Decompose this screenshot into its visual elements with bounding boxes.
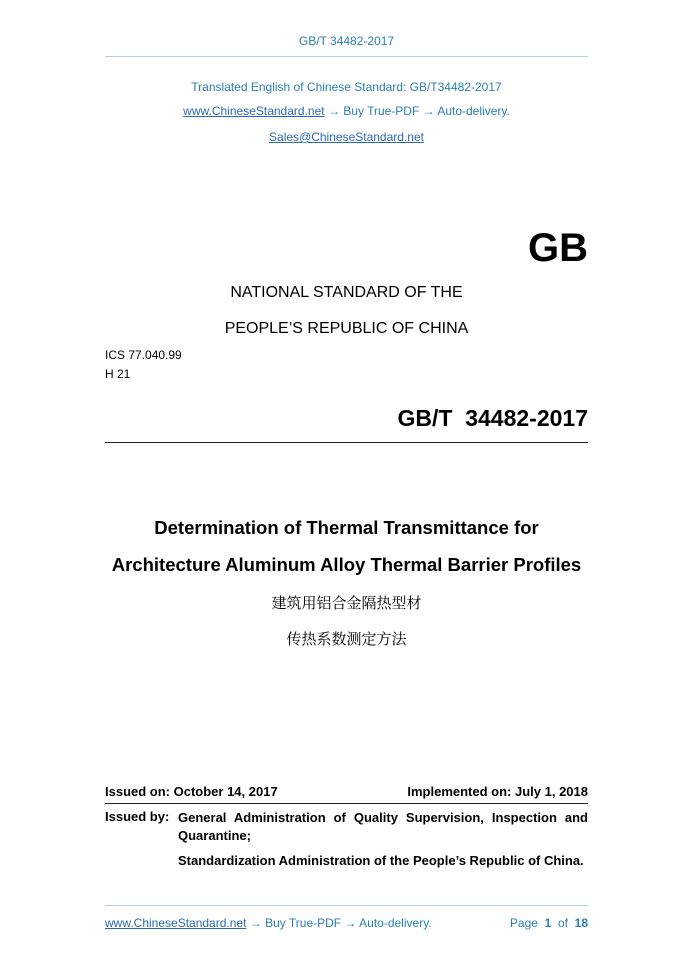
promo-links-line <box>0 104 693 118</box>
arrow-right-icon: → <box>344 916 357 930</box>
national-standard-line1: NATIONAL STANDARD OF THE <box>230 284 463 301</box>
footer-buy-pdf-text: Buy True-PDF <box>265 916 342 930</box>
issuer-aqsiq: General Administration of Quality Supervision, Inspection and Quarantine; <box>178 810 588 843</box>
h-code: H 21 <box>105 367 131 381</box>
issue-divider <box>105 803 588 804</box>
sales-email-link[interactable]: Sales@ChineseStandard.net <box>269 130 424 144</box>
page-label: Page <box>509 916 538 930</box>
footer-auto-delivery-text: Auto-delivery. <box>359 916 432 930</box>
title-cn-line1: 建筑用铝合金隔热型材 <box>271 594 422 612</box>
ics-code: ICS 77.040.99 <box>105 348 182 362</box>
page-of: of <box>557 916 568 930</box>
auto-delivery-text: Auto-delivery. <box>437 104 510 118</box>
arrow-right-icon: → <box>249 916 262 930</box>
title-en-line1: Determination of Thermal Transmittance for <box>154 517 539 538</box>
title-en-line2: Architecture Aluminum Alloy Thermal Barrier Profiles <box>111 554 582 575</box>
page-current: 1 <box>544 916 552 930</box>
standard-number: GB/T 34482-2017 <box>397 405 588 431</box>
issued-on: Issued on: October 14, 2017 <box>105 784 278 799</box>
issuer-sac: Standardization Administration of the People’s Republic of China. <box>178 853 584 868</box>
arrow-right-icon: → <box>422 104 435 118</box>
sales-line <box>0 130 693 144</box>
translated-notice: Translated English of Chinese Standard: GB/T34482-2017 <box>191 80 502 94</box>
header-divider <box>105 56 588 57</box>
issued-by-label: Issued by: <box>105 809 170 824</box>
site-link[interactable]: www.ChineseStandard.net <box>183 104 325 118</box>
footer-links <box>105 916 432 930</box>
footer-site-link[interactable]: www.ChineseStandard.net <box>105 916 247 930</box>
implemented-on: Implemented on: July 1, 2018 <box>407 784 588 799</box>
buy-pdf-text: Buy True-PDF <box>343 104 420 118</box>
issue-dates-row <box>105 784 588 799</box>
standard-divider <box>105 442 588 443</box>
arrow-right-icon: → <box>327 104 340 118</box>
national-standard-line2: PEOPLE’S REPUBLIC OF CHINA <box>224 320 469 337</box>
gb-mark: GB <box>528 226 588 270</box>
page-indicator <box>510 916 588 930</box>
header-standard-code: GB/T 34482-2017 <box>298 34 395 48</box>
title-cn-line2: 传热系数测定方法 <box>286 630 407 648</box>
page-total: 18 <box>574 916 588 930</box>
footer-divider <box>105 905 588 906</box>
